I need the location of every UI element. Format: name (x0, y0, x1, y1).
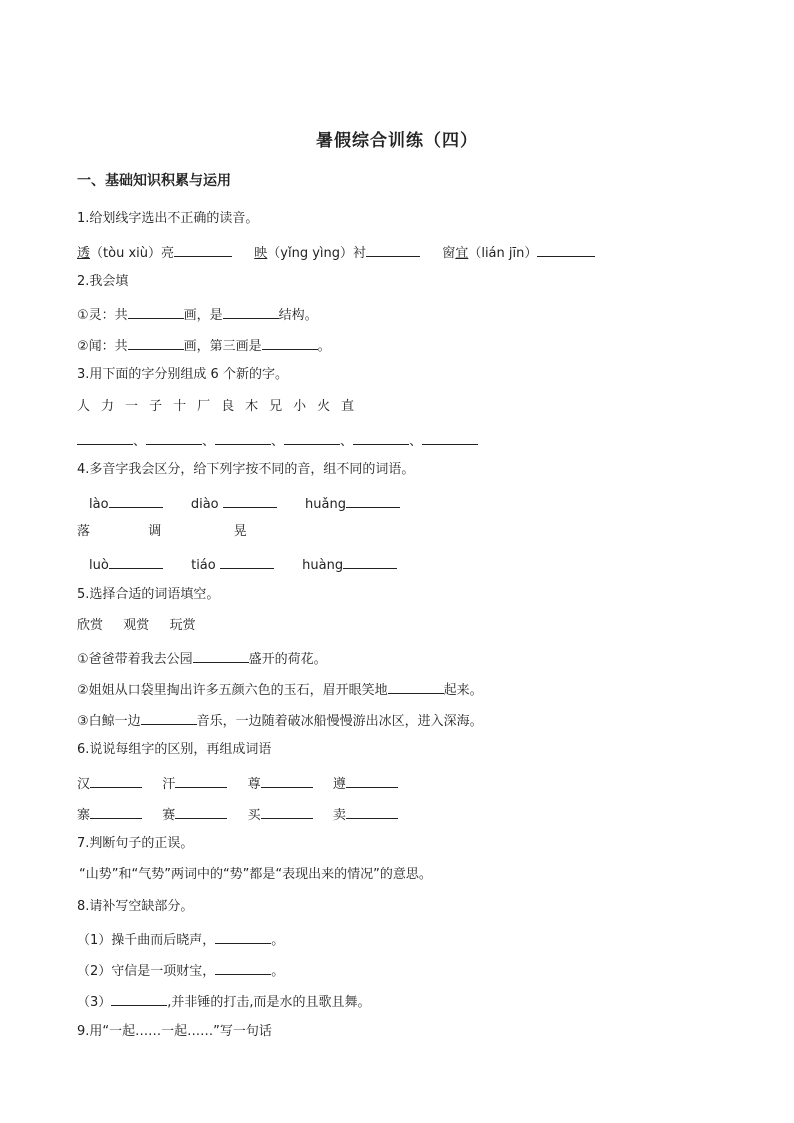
text: 画，是 (183, 308, 223, 323)
char: 直 (341, 399, 355, 414)
pinyin: huǎng (305, 497, 346, 512)
answer-blank[interactable] (215, 430, 271, 445)
text: ①灵：共 (77, 308, 128, 323)
pinyin-choice: （yǐng yìng）衬 (267, 246, 367, 261)
separator: 、 (409, 434, 423, 449)
text: （3） (77, 995, 112, 1010)
char: 厂 (197, 399, 211, 414)
char: 良 (221, 399, 235, 414)
pinyin: huàng (302, 558, 344, 573)
answer-blank[interactable] (77, 430, 133, 445)
question-2-line-2 (77, 335, 331, 356)
char: 木 (245, 399, 259, 414)
answer-blank[interactable] (128, 335, 184, 350)
char: 落 (77, 524, 91, 539)
pinyin: luò (89, 558, 109, 573)
text: （2）守信是一项财宝， (77, 964, 216, 979)
answer-blank[interactable] (346, 804, 398, 819)
answer-blank[interactable] (343, 554, 397, 569)
text: ③白鲸一边 (77, 714, 141, 729)
question-5-sentence-1 (77, 648, 327, 669)
question-7-statement: “山势”和“气势”两词中的“势”都是“表现出来的情况”的意思。 (79, 867, 432, 882)
answer-blank[interactable] (109, 554, 163, 569)
answer-blank[interactable] (175, 773, 227, 788)
question-3-prompt: 3.用下面的字分别组成 6 个新的字。 (77, 367, 288, 382)
answer-blank[interactable] (261, 804, 313, 819)
question-9-prompt: 9.用“一起……一起……”写一句话 (77, 1024, 272, 1039)
answer-blank[interactable] (353, 430, 409, 445)
pinyin: lào (89, 497, 109, 512)
char: 寨 (77, 808, 91, 823)
answer-blank[interactable] (223, 493, 277, 508)
text: ②闻：共 (77, 339, 128, 354)
section-heading: 一、基础知识积累与运用 (77, 173, 231, 189)
separator: 、 (133, 434, 147, 449)
answer-blank[interactable] (174, 242, 232, 257)
answer-blank[interactable] (90, 773, 142, 788)
question-8-line-3 (77, 991, 371, 1012)
question-4-prompt: 4.多音字我会区分，给下列字按不同的音，组不同的词语。 (77, 462, 415, 477)
char: 窗 (442, 246, 456, 261)
text: ,并非锤的打击,而是水的且歌且舞。 (167, 995, 371, 1010)
char: 赛 (162, 808, 176, 823)
char: 人 (77, 399, 91, 414)
word-option: 玩赏 (169, 618, 196, 633)
answer-blank[interactable] (388, 679, 444, 694)
char: 调 (148, 524, 162, 539)
char: 买 (247, 808, 261, 823)
text: ②姐姐从口袋里掏出许多五颜六色的玉石，眉开眼笑地 (77, 683, 388, 698)
text: 画，第三画是 (183, 339, 262, 354)
underlined-char: 透 (77, 246, 91, 261)
char: 兄 (269, 399, 283, 414)
question-8-line-1 (77, 929, 284, 950)
pinyin: diào (190, 497, 219, 512)
answer-blank[interactable] (128, 304, 184, 319)
answer-blank[interactable] (215, 929, 271, 944)
text: ①爸爸带着我去公园 (77, 652, 193, 667)
question-3-blanks (77, 430, 478, 451)
char: 子 (149, 399, 163, 414)
question-5-sentence-2 (77, 679, 483, 700)
char: 十 (173, 399, 187, 414)
answer-blank[interactable] (223, 304, 279, 319)
question-3-chars (77, 398, 365, 416)
pinyin-choice: （lián jīn） (468, 246, 538, 261)
question-1-prompt: 1.给划线字选出不正确的读音。 (77, 211, 259, 226)
word-option: 观赏 (123, 618, 150, 633)
text: 。 (271, 933, 285, 948)
separator: 、 (202, 434, 216, 449)
question-6-prompt: 6.说说每组字的区别，再组成词语 (77, 742, 272, 757)
question-4-chars (77, 523, 247, 541)
answer-blank[interactable] (193, 648, 249, 663)
answer-blank[interactable] (262, 335, 318, 350)
answer-blank[interactable] (109, 493, 163, 508)
answer-blank[interactable] (422, 430, 478, 445)
text: （1）操千曲而后晓声， (77, 933, 216, 948)
answer-blank[interactable] (141, 710, 197, 725)
question-5-words (77, 617, 196, 635)
answer-blank[interactable] (261, 773, 313, 788)
char: 汉 (77, 777, 91, 792)
char: 火 (317, 399, 331, 414)
question-7-prompt: 7.判断句子的正误。 (77, 836, 194, 851)
char: 卖 (332, 808, 346, 823)
pinyin-choice: （tòu xiù）亮 (90, 246, 174, 261)
text: 盛开的荷花。 (248, 652, 327, 667)
text: 起来。 (443, 683, 483, 698)
answer-blank[interactable] (146, 430, 202, 445)
answer-blank[interactable] (284, 430, 340, 445)
text: 。 (271, 964, 285, 979)
word-option: 欣赏 (77, 618, 104, 633)
question-2-prompt: 2.我会填 (77, 274, 129, 289)
text: 结构。 (278, 308, 318, 323)
question-5-prompt: 5.选择合适的词语填空。 (77, 587, 220, 602)
answer-blank[interactable] (220, 554, 274, 569)
question-4-top-row (89, 493, 400, 514)
pinyin: tiáo (191, 558, 216, 573)
text: 。 (317, 339, 331, 354)
answer-blank[interactable] (175, 804, 227, 819)
text: 音乐，一边随着破冰船慢慢游出冰区，进入深海。 (196, 714, 483, 729)
question-8-prompt: 8.请补写空缺部分。 (77, 899, 194, 914)
question-2-line-1 (77, 304, 318, 325)
separator: 、 (340, 434, 354, 449)
answer-blank[interactable] (111, 991, 167, 1006)
question-4-bottom-row (89, 554, 397, 575)
char: 汗 (162, 777, 176, 792)
answer-blank[interactable] (346, 773, 398, 788)
question-8-line-2 (77, 960, 284, 981)
underlined-char: 映 (254, 246, 268, 261)
question-6-row-2 (77, 804, 398, 825)
answer-blank[interactable] (90, 804, 142, 819)
question-1-items (77, 242, 595, 263)
separator: 、 (271, 434, 285, 449)
char: 尊 (247, 777, 261, 792)
question-5-sentence-3 (77, 710, 483, 731)
answer-blank[interactable] (537, 242, 595, 257)
char: 遵 (332, 777, 346, 792)
answer-blank[interactable] (215, 960, 271, 975)
char: 力 (101, 399, 115, 414)
underlined-char: 宜 (455, 246, 469, 261)
char: 一 (125, 399, 139, 414)
answer-blank[interactable] (366, 242, 420, 257)
char: 晃 (233, 524, 247, 539)
answer-blank[interactable] (346, 493, 400, 508)
question-6-row-1 (77, 773, 398, 794)
page-title: 暑假综合训练（四） (316, 131, 478, 151)
char: 小 (293, 399, 307, 414)
